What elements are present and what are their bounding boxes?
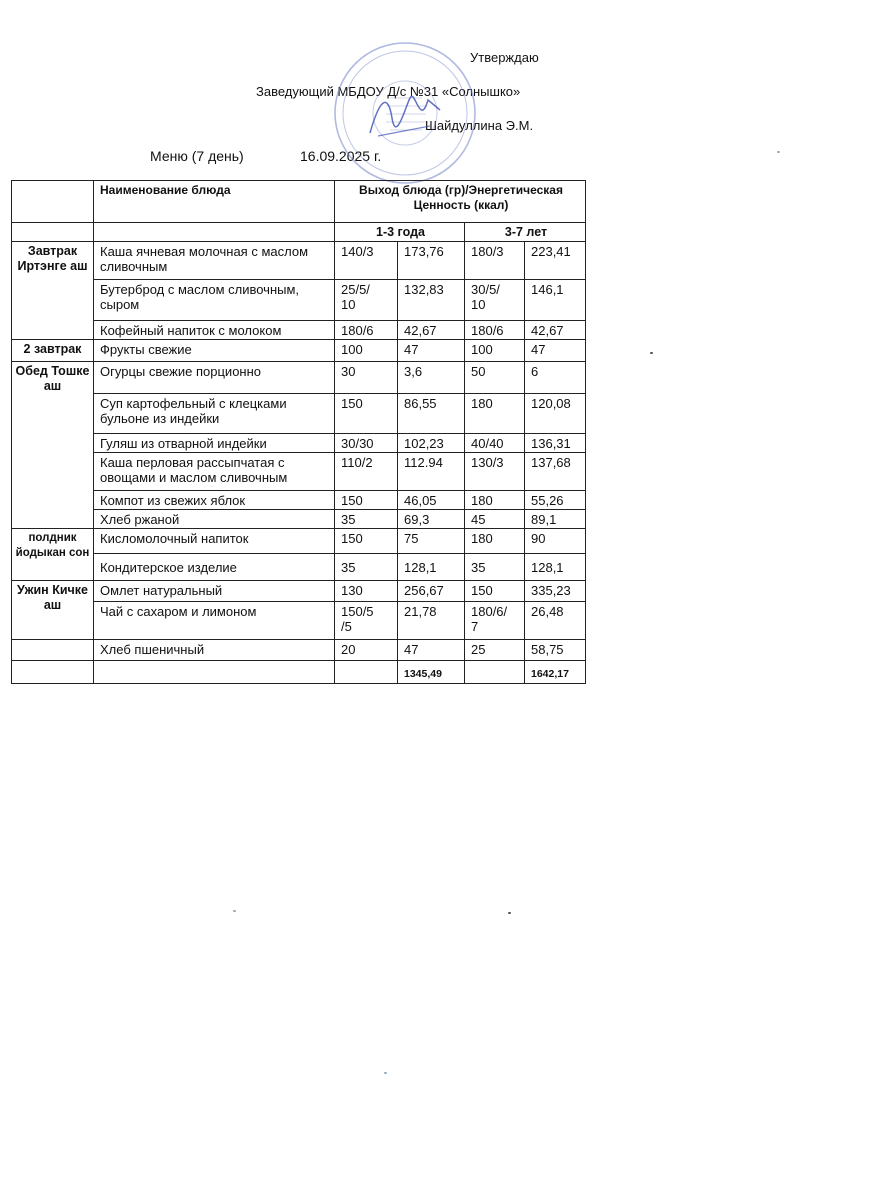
energy-1-3: 112.94	[398, 453, 465, 491]
age-group-1-3: 1-3 года	[335, 223, 465, 242]
table-row	[12, 491, 586, 510]
dish-name: Бутерброд с маслом сливочным, сыром	[94, 280, 335, 321]
empty-cell	[12, 661, 94, 684]
meal-name: Завтрак Иртэнге аш	[12, 242, 94, 340]
empty-meal-cell	[12, 640, 94, 661]
dish-name: Фрукты свежие	[94, 340, 335, 362]
table-subheader-row	[12, 223, 586, 242]
weight-3-7: 30/5/ 10	[465, 280, 525, 321]
weight-3-7: 180	[465, 491, 525, 510]
table-row	[12, 434, 586, 453]
scan-speck	[508, 912, 511, 914]
dish-name: Кондитерское изделие	[94, 554, 335, 581]
table-row	[12, 554, 586, 581]
dish-name: Кисломолочный напиток	[94, 529, 335, 554]
energy-1-3: 42,67	[398, 321, 465, 340]
dish-name: Чай с сахаром и лимоном	[94, 602, 335, 640]
table-row	[12, 640, 586, 661]
menu-table	[11, 180, 586, 684]
weight-1-3: 180/6	[335, 321, 398, 340]
dish-name: Каша ячневая молочная с маслом сливочным	[94, 242, 335, 280]
dish-name: Огурцы свежие порционно	[94, 362, 335, 394]
weight-1-3: 140/3	[335, 242, 398, 280]
weight-3-7: 150	[465, 581, 525, 602]
dish-name: Омлет натуральный	[94, 581, 335, 602]
empty-cell	[94, 661, 335, 684]
weight-3-7: 180/3	[465, 242, 525, 280]
energy-1-3: 21,78	[398, 602, 465, 640]
weight-3-7: 25	[465, 640, 525, 661]
weight-1-3: 150	[335, 529, 398, 554]
table-row	[12, 280, 586, 321]
header-dish-name: Наименование блюда	[94, 181, 335, 223]
meal-name: 2 завтрак	[12, 340, 94, 362]
energy-3-7: 6	[525, 362, 586, 394]
energy-3-7: 335,23	[525, 581, 586, 602]
subheader-empty-cell	[94, 223, 335, 242]
totals-row	[12, 661, 586, 684]
scan-speck	[777, 151, 780, 153]
energy-1-3: 47	[398, 640, 465, 661]
weight-3-7: 180	[465, 394, 525, 434]
energy-3-7: 42,67	[525, 321, 586, 340]
weight-1-3: 150	[335, 394, 398, 434]
energy-1-3: 86,55	[398, 394, 465, 434]
energy-1-3: 3,6	[398, 362, 465, 394]
weight-1-3: 25/5/ 10	[335, 280, 398, 321]
weight-3-7: 45	[465, 510, 525, 529]
energy-1-3: 47	[398, 340, 465, 362]
energy-3-7: 58,75	[525, 640, 586, 661]
approval-label: Утверждаю	[470, 50, 539, 65]
empty-cell	[335, 661, 398, 684]
director-title: Заведующий МБДОУ Д/с №31 «Солнышко»	[256, 84, 521, 99]
weight-1-3: 30	[335, 362, 398, 394]
dish-name: Каша перловая рассыпчатая с овощами и маслом сливочным	[94, 453, 335, 491]
menu-date: 16.09.2025 г.	[300, 148, 382, 164]
table-row	[12, 453, 586, 491]
round-stamp-image	[330, 38, 480, 188]
weight-1-3: 100	[335, 340, 398, 362]
energy-1-3: 46,05	[398, 491, 465, 510]
menu-title: Меню (7 день)	[150, 148, 244, 164]
table-row	[12, 340, 586, 362]
weight-1-3: 30/30	[335, 434, 398, 453]
weight-3-7: 180/6/ 7	[465, 602, 525, 640]
energy-3-7: 146,1	[525, 280, 586, 321]
weight-3-7: 180	[465, 529, 525, 554]
meal-name: Обед Тошке аш	[12, 362, 94, 529]
meal-name: Ужин Кичке аш	[12, 581, 94, 640]
weight-1-3: 110/2	[335, 453, 398, 491]
table-row	[12, 602, 586, 640]
table-row	[12, 581, 586, 602]
dish-name: Хлеб ржаной	[94, 510, 335, 529]
dish-name: Компот из свежих яблок	[94, 491, 335, 510]
dish-name: Гуляш из отварной индейки	[94, 434, 335, 453]
energy-3-7: 128,1	[525, 554, 586, 581]
header-empty-cell	[12, 181, 94, 223]
weight-1-3: 20	[335, 640, 398, 661]
scan-speck	[233, 910, 236, 912]
table-row	[12, 529, 586, 554]
table-row	[12, 362, 586, 394]
weight-3-7: 50	[465, 362, 525, 394]
energy-1-3: 102,23	[398, 434, 465, 453]
scan-speck	[650, 352, 653, 354]
weight-1-3: 35	[335, 510, 398, 529]
table-row	[12, 321, 586, 340]
energy-1-3: 75	[398, 529, 465, 554]
total-energy-1-3: 1345,49	[398, 661, 465, 684]
table-row	[12, 510, 586, 529]
weight-1-3: 35	[335, 554, 398, 581]
energy-1-3: 128,1	[398, 554, 465, 581]
weight-3-7: 40/40	[465, 434, 525, 453]
energy-3-7: 47	[525, 340, 586, 362]
energy-3-7: 26,48	[525, 602, 586, 640]
energy-3-7: 137,68	[525, 453, 586, 491]
energy-3-7: 89,1	[525, 510, 586, 529]
weight-1-3: 150	[335, 491, 398, 510]
energy-1-3: 132,83	[398, 280, 465, 321]
meal-name: полдник йодыкан сон	[12, 529, 94, 581]
energy-1-3: 69,3	[398, 510, 465, 529]
energy-3-7: 120,08	[525, 394, 586, 434]
empty-cell	[465, 661, 525, 684]
energy-3-7: 55,26	[525, 491, 586, 510]
energy-3-7: 136,31	[525, 434, 586, 453]
weight-1-3: 130	[335, 581, 398, 602]
dish-name: Суп картофельный с клецками бульоне из индейки	[94, 394, 335, 434]
header-output-energy: Выход блюда (гр)/Энергетическая Ценность (ккал)	[335, 181, 586, 223]
scan-speck	[384, 1072, 387, 1074]
weight-1-3: 150/5 /5	[335, 602, 398, 640]
weight-3-7: 130/3	[465, 453, 525, 491]
subheader-empty-cell	[12, 223, 94, 242]
energy-3-7: 90	[525, 529, 586, 554]
energy-1-3: 256,67	[398, 581, 465, 602]
table-row	[12, 242, 586, 280]
weight-3-7: 180/6	[465, 321, 525, 340]
total-energy-3-7: 1642,17	[525, 661, 586, 684]
age-group-3-7: 3-7 лет	[465, 223, 586, 242]
dish-name: Хлеб пшеничный	[94, 640, 335, 661]
weight-3-7: 100	[465, 340, 525, 362]
table-row	[12, 394, 586, 434]
weight-3-7: 35	[465, 554, 525, 581]
table-header-row	[12, 181, 586, 223]
signer-name: Шайдуллина Э.М.	[425, 118, 534, 133]
energy-1-3: 173,76	[398, 242, 465, 280]
energy-3-7: 223,41	[525, 242, 586, 280]
dish-name: Кофейный напиток с молоком	[94, 321, 335, 340]
